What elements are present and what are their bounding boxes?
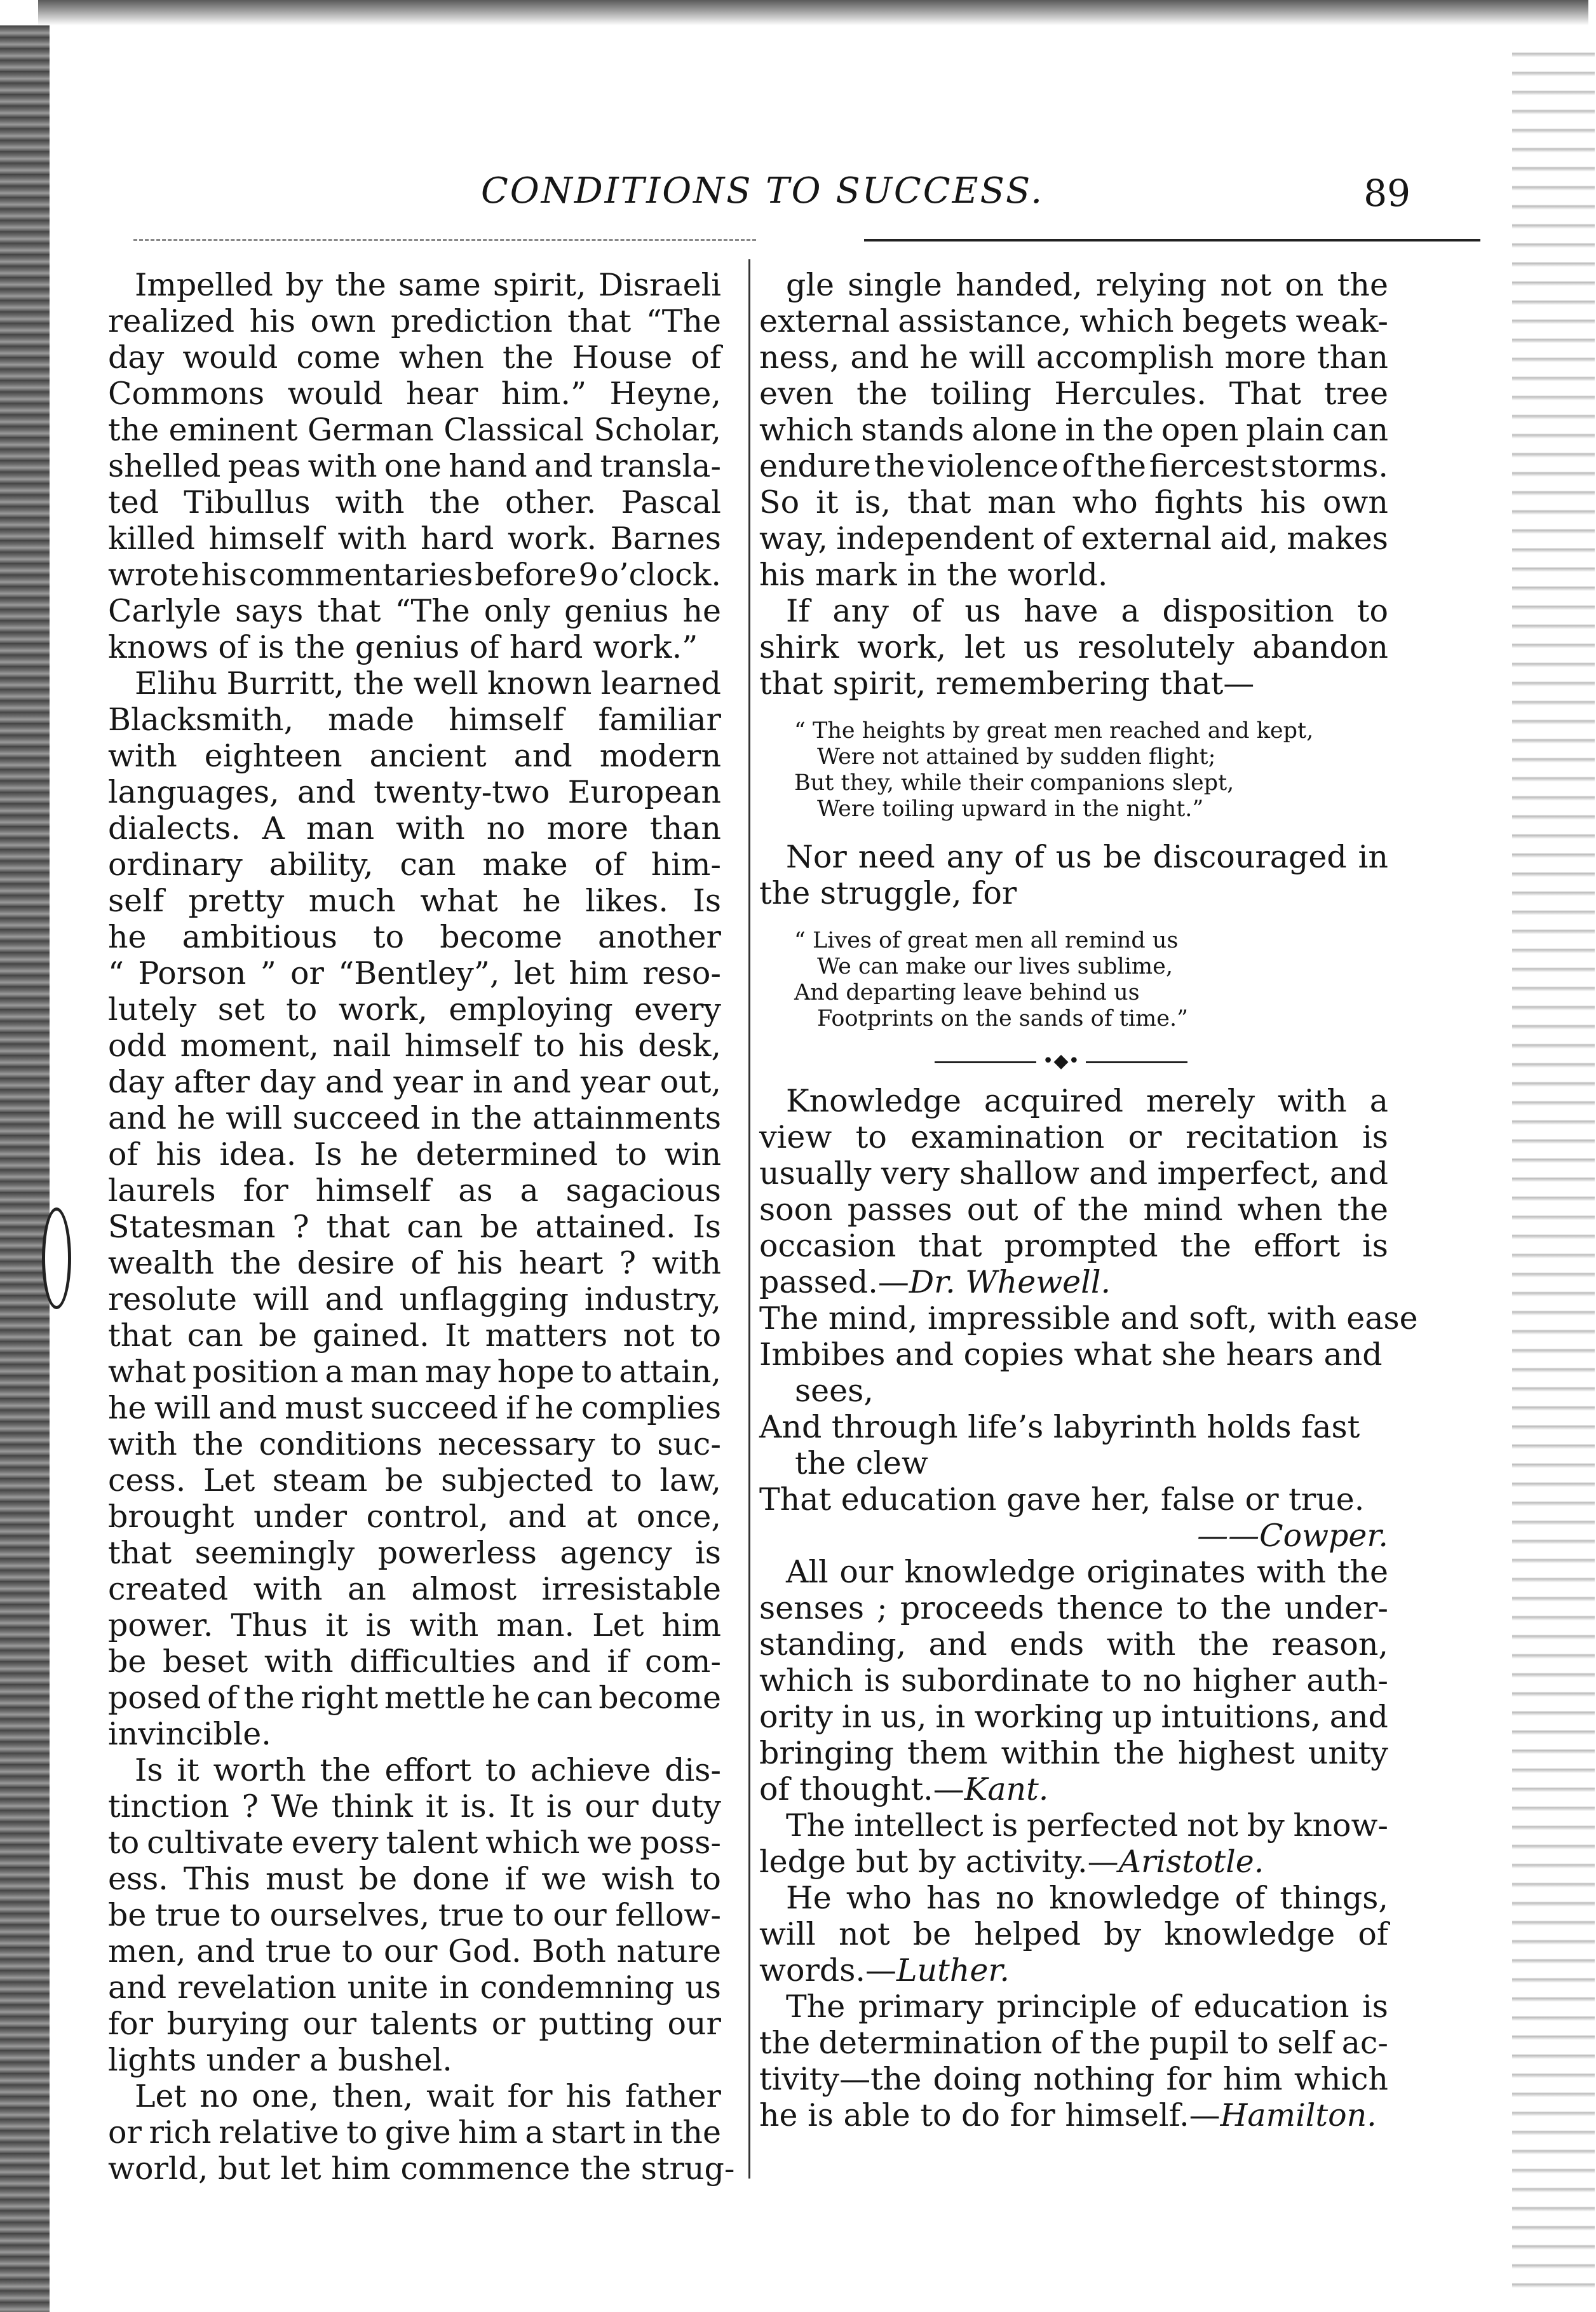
paragraph-burritt (108, 665, 721, 1752)
text-line: Nor need any of us be discouraged in (786, 839, 1388, 875)
text-line: If any of us have a disposition to (786, 593, 1388, 629)
section-ornament (734, 1049, 1388, 1074)
text-line: gle single handed, relying not on the (786, 267, 1388, 303)
text-line: occasion that prompted the effort is (759, 1228, 1388, 1264)
text-line: soon passes out of the mind when the (759, 1192, 1388, 1228)
text-line: lutely set to work, employing every (108, 991, 721, 1028)
author-name: Hamilton. (1220, 2097, 1377, 2133)
poem-line: “ The heights by great men reached and kept, (794, 718, 1314, 744)
scan-binding-edge (0, 25, 50, 2312)
author-name: Dr. Whewell. (909, 1264, 1111, 1300)
text-line: shelled peas with one hand and transla- (108, 448, 721, 484)
text-line: dialects. A man with no more than (108, 810, 721, 847)
text-line: of thought.— (759, 1771, 964, 1807)
text-line: the struggle, for (759, 875, 1017, 911)
quote-luther (759, 1880, 1388, 1989)
text-line: be beset with difficulties and if com- (108, 1643, 721, 1680)
poem-line: Were not attained by sudden flight; (817, 744, 1216, 770)
verse-line: sees, (795, 1373, 874, 1409)
text-line: what position a man may hope to attain, (108, 1354, 721, 1390)
paragraph-shirk-work (759, 593, 1388, 702)
author-name: Kant. (964, 1771, 1049, 1807)
text-line: shirk work, let us resolutely abandon (759, 629, 1388, 665)
ornament-glyph: •◆• (1042, 1050, 1080, 1072)
text-line: he is able to do for himself.— (759, 2097, 1221, 2133)
text-line: which is subordinate to no higher auth- (759, 1663, 1388, 1699)
left-column (108, 267, 735, 2187)
text-line: he ambitious to become another (108, 919, 721, 955)
verse-line: The mind, impressible and soft, with ease (759, 1300, 1418, 1336)
text-line: and revelation unite in condemning us (108, 1969, 721, 2006)
poem-lives (794, 928, 1388, 1032)
verse-line: That education gave her, false or true. (759, 1481, 1365, 1518)
text-line: that spirit, remembering that— (759, 665, 1255, 702)
text-line: with eighteen ancient and modern (108, 738, 721, 774)
text-line: men, and true to our God. Both nature (108, 1933, 721, 1969)
text-line: the determination of the pupil to self ac- (759, 2025, 1388, 2061)
ornament-rule-left (935, 1061, 1036, 1063)
text-line: Knowledge acquired merely with a (786, 1083, 1388, 1119)
text-line: to cultivate every talent which we poss- (108, 1825, 721, 1861)
binding-hole (42, 1207, 71, 1309)
attribution-line (759, 1952, 1388, 1989)
text-line: for burying our talents or putting our (108, 2006, 721, 2042)
text-line: ledge but by activity.— (759, 1844, 1119, 1880)
text-line: Carlyle says that “The only genius he (108, 593, 721, 629)
attribution-line (759, 2097, 1388, 2133)
scan-right-edge (1512, 38, 1595, 2301)
text-line: resolute will and unflagging industry, (108, 1281, 721, 1317)
text-line: will not be helped by knowledge of (759, 1916, 1388, 1952)
text-line: So it is, that man who fights his own (759, 484, 1388, 520)
text-line: usually very shallow and imperfect, and (759, 1155, 1388, 1192)
attribution-line (759, 1771, 1388, 1807)
text-line: he will and must succeed if he complies (108, 1390, 721, 1426)
page-number: 89 (1363, 172, 1410, 215)
text-line: Is it worth the effort to achieve dis- (135, 1752, 721, 1788)
text-line: The intellect is perfected not by know- (786, 1807, 1388, 1844)
text-line: Elihu Burritt, the well known learned (135, 665, 721, 702)
ornament-rule-right (1086, 1061, 1187, 1063)
text-line: that seemingly powerless agency is (108, 1535, 721, 1571)
verse-line: And through life’s labyrinth holds fast (759, 1409, 1360, 1445)
author-name: Luther. (896, 1952, 1010, 1989)
poem-heights (794, 718, 1388, 822)
right-column (759, 267, 1418, 2133)
paragraph-disraeli (108, 267, 721, 665)
text-line: passed.— (759, 1264, 909, 1300)
text-line: of his idea. Is he determined to win (108, 1136, 721, 1173)
poem-line: But they, while their companions slept, (794, 770, 1234, 796)
quote-hamilton (759, 1989, 1388, 2133)
text-line: ess. This must be done if we wish to (108, 1861, 721, 1897)
verse-line: the clew (795, 1445, 928, 1481)
cowper-attribution: ——Cowper. (1197, 1518, 1388, 1554)
text-line: way, independent of external aid, makes (759, 520, 1388, 557)
text-line: ority in us, in working up intuitions, and (759, 1699, 1388, 1735)
text-line: created with an almost irresistable (108, 1571, 721, 1607)
text-line: or rich relative to give him a start in the (108, 2114, 721, 2151)
text-line: be true to ourselves, true to our fellow- (108, 1897, 721, 1933)
poem-line: We can make our lives sublime, (817, 954, 1173, 979)
text-line: day would come when the House of (108, 339, 721, 376)
text-line: wealth the desire of his heart ? with (108, 1245, 721, 1281)
running-title: CONDITIONS TO SUCCESS. (480, 170, 1045, 212)
header-rule-left (133, 239, 756, 241)
text-line: senses ; proceeds thence to the under- (759, 1590, 1388, 1626)
text-line: ordinary ability, can make of him- (108, 847, 721, 883)
column-divider (748, 259, 750, 2179)
paragraph-let-no-one (108, 2078, 735, 2187)
quote-aristotle (759, 1807, 1388, 1880)
text-line: “ Porson ” or “Bentley”, let him reso- (108, 955, 721, 991)
quote-cowper-verse (759, 1300, 1418, 1518)
text-line: cess. Let steam be subjected to law, (108, 1462, 721, 1499)
text-line: tinction ? We think it is. It is our duty (108, 1788, 721, 1825)
paragraph-discouraged (759, 839, 1388, 911)
quote-kant (759, 1554, 1388, 1807)
paragraph-single-handed (759, 267, 1388, 593)
text-line: even the toiling Hercules. That tree (759, 376, 1388, 412)
text-line: knows of is the genius of hard work.” (108, 629, 698, 665)
text-line: bringing them within the highest unity (759, 1735, 1388, 1771)
attribution-line (759, 1844, 1388, 1880)
text-line: languages, and twenty-two European (108, 774, 721, 810)
text-line: his mark in the world. (759, 557, 1108, 593)
text-line: view to examination or recitation is (759, 1119, 1388, 1155)
verse-line: Imbibes and copies what she hears and (759, 1336, 1383, 1373)
text-line: laurels for himself as a sagacious (108, 1173, 721, 1209)
scan-top-edge (38, 0, 1588, 25)
text-line: odd moment, nail himself to his desk, (108, 1028, 721, 1064)
text-line: standing, and ends with the reason, (759, 1626, 1388, 1663)
poem-line: “ Lives of great men all remind us (794, 928, 1179, 953)
text-line: killed himself with hard work. Barnes (108, 520, 721, 557)
text-line: endure the violence of the fiercest storms. (759, 448, 1388, 484)
text-line: ted Tibullus with the other. Pascal (108, 484, 721, 520)
text-line: with the conditions necessary to suc- (108, 1426, 721, 1462)
text-line: words.— (759, 1952, 896, 1989)
poem-line: And departing leave behind us (794, 980, 1140, 1005)
text-line: Commons would hear him.” Heyne, (108, 376, 721, 412)
text-line: which stands alone in the open plain can (759, 412, 1388, 448)
text-line: He who has no knowledge of things, (786, 1880, 1388, 1916)
text-line: realized his own prediction that “The (108, 303, 721, 339)
text-line: tivity—the doing nothing for him which (759, 2061, 1388, 2097)
running-head (108, 170, 1410, 228)
text-line: the eminent German Classical Scholar, (108, 412, 721, 448)
text-line: external assistance, which begets weak- (759, 303, 1388, 339)
text-line: Blacksmith, made himself familiar (108, 702, 721, 738)
paragraph-distinction (108, 1752, 721, 2078)
author-name: Aristotle. (1118, 1844, 1264, 1880)
text-line: brought under control, and at once, (108, 1499, 721, 1535)
text-line: and he will succeed in the attainments (108, 1100, 721, 1136)
text-line: posed of the right mettle he can become (108, 1680, 721, 1716)
poem-line: Were toiling upward in the night.” (817, 796, 1204, 822)
poem-line: Footprints on the sands of time.” (817, 1006, 1188, 1031)
text-line: wrote his commentaries before 9 o’clock. (108, 557, 721, 593)
text-line: day after day and year in and year out, (108, 1064, 721, 1100)
text-line: The primary principle of education is (786, 1989, 1388, 2025)
text-line: power. Thus it is with man. Let him (108, 1607, 721, 1643)
quote-whewell (759, 1083, 1388, 1300)
text-line: Let no one, then, wait for his father (135, 2078, 721, 2114)
text-line: that can be gained. It matters not to (108, 1317, 721, 1354)
text-line: world, but let him commence the strug- (108, 2151, 735, 2187)
text-line: lights under a bushel. (108, 2042, 452, 2078)
text-line: Impelled by the same spirit, Disraeli (135, 267, 721, 303)
text-line: All our knowledge originates with the (786, 1554, 1388, 1590)
attribution-line (759, 1264, 1388, 1300)
text-line: ness, and he will accomplish more than (759, 339, 1388, 376)
text-line: Statesman ? that can be attained. Is (108, 1209, 721, 1245)
header-rule-right (864, 239, 1480, 241)
text-line: invincible. (108, 1716, 271, 1752)
text-line: self pretty much what he likes. Is (108, 883, 721, 919)
